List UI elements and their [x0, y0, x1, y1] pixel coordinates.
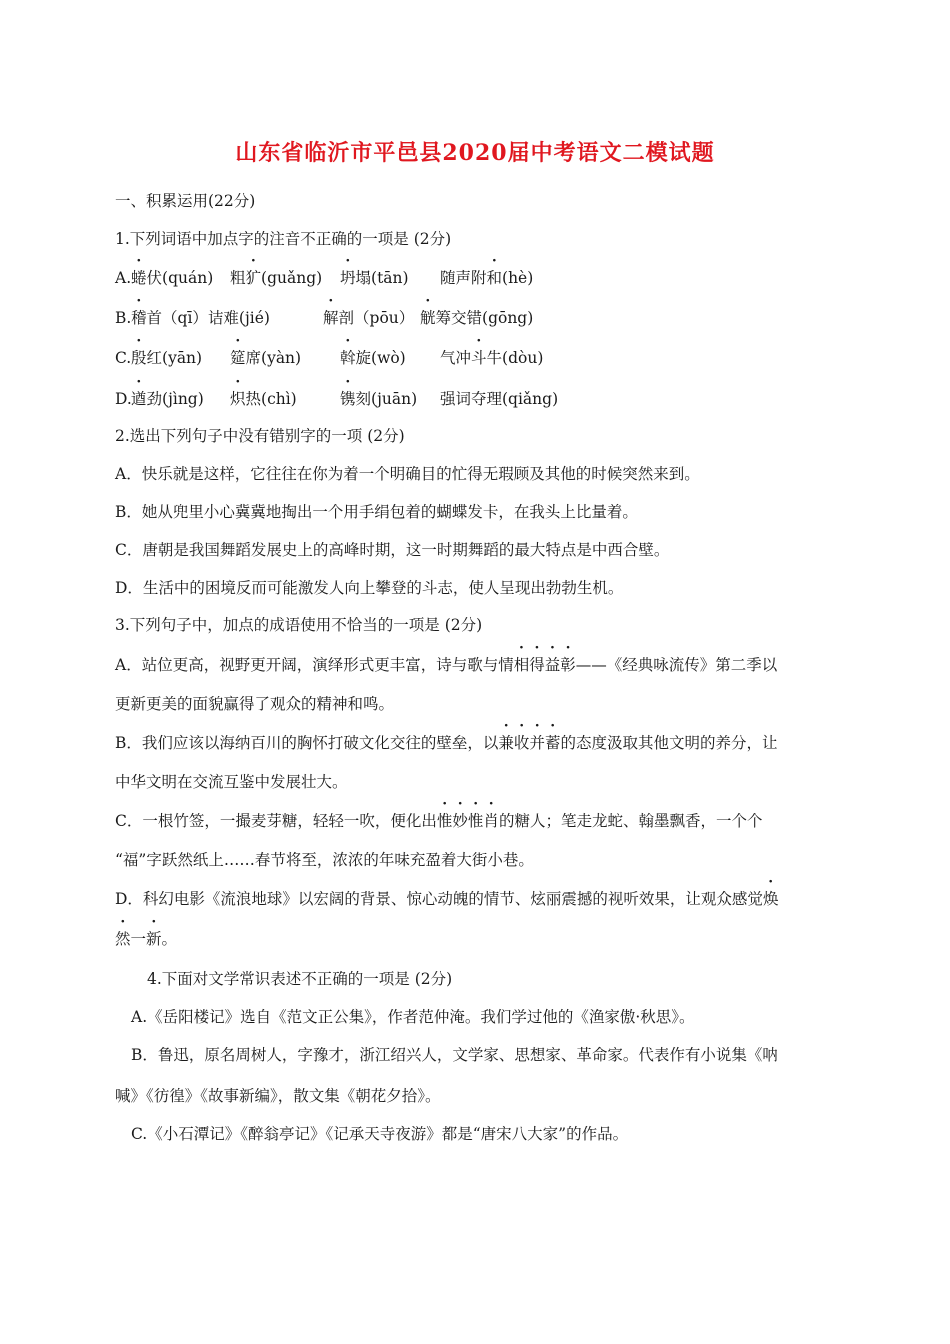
q4-option-b-line1: B．鲁迅，原名周树人，字豫才，浙江绍兴人，文学家、思想家、革命家。代表作有小说集《呐: [131, 1046, 778, 1064]
q4-option-a: A.《岳阳楼记》选自《范文正公集》，作者范仲淹。我们学过他的《渔家傲·秋思》。: [131, 1008, 695, 1026]
q3-option-d-line1: D．科幻电影《流浪地球》以宏阔的背景、惊心动魄的情节、炫丽震撼的视听效果，让观众感觉焕: [115, 890, 779, 908]
emphasis-dot-char: 彰: [560, 656, 576, 674]
q3-option-c-line1: C．一根竹签，一撮麦芽糖，轻轻一吹，便化出惟妙惟肖的糖人；笔走龙蛇、翰墨飘香，一个个: [115, 812, 763, 830]
q4-option-b-line2: 喊》《彷徨》《故事新编》，散文集《朝花夕拾》。: [115, 1087, 441, 1105]
question-1-stem: 1.下列词语中加点字的注音不正确的一项是 (2分): [115, 230, 452, 248]
emphasis-dot-char: 斗: [471, 349, 487, 367]
emphasis-dot-char: 殷: [131, 349, 147, 367]
document-title: 山东省临沂市平邑县2020届中考语文二模试题: [235, 140, 715, 166]
q4-option-c: C.《小石潭记》《醉翁亭记》《记承天寺夜游》都是“唐宋八大家”的作品。: [131, 1125, 629, 1143]
emphasis-dot-char: 解: [323, 309, 339, 327]
emphasis-dot-char: 然: [115, 930, 131, 948]
q2-option-c: C．唐朝是我国舞蹈发展史上的高峰时期，这一时期舞蹈的最大特点是中西合壁。: [115, 541, 670, 559]
emphasis-dot-char: 镌: [340, 390, 356, 408]
emphasis-dot-char: 和: [486, 269, 503, 287]
emphasis-dot-char: 得: [529, 656, 545, 674]
q1-option-c: C. 殷红(yān) 筵席(yàn) 斡旋(wò) 气冲斗牛(dòu): [115, 349, 544, 367]
question-3-stem: 3.下列句子中，加点的成语使用不恰当的一项是 (2分): [115, 616, 483, 634]
emphasis-dot-char: 蓄: [544, 734, 561, 752]
emphasis-dot-char: 焕: [762, 890, 779, 908]
emphasis-dot-char: 并: [529, 734, 545, 752]
emphasis-dot-char: 惟: [436, 812, 453, 830]
q1-option-a: A. 蜷伏(quán) 粗犷(guǎng) 坍塌(tān) 随声附和(hè): [115, 269, 534, 287]
q3-option-a-line2: 更新更美的面貌赢得了观众的精神和鸣。: [115, 695, 395, 713]
emphasis-dot-char: 妙: [452, 812, 468, 830]
emphasis-dot-char: 蜷: [131, 269, 147, 287]
question-4-stem: 4.下面对文学常识表述不正确的一项是 (2分): [147, 970, 453, 988]
emphasis-dot-char: 兼: [498, 734, 514, 752]
emphasis-dot-char: 稽: [131, 309, 147, 327]
section-heading: 一、积累运用(22分): [115, 192, 256, 210]
q2-option-d: D．生活中的困境反而可能激发人向上攀登的斗志，使人呈现出勃勃生机。: [115, 579, 624, 597]
q3-option-a-line1: A．站位更高，视野更开阔，演绎形式更丰富，诗与歌与情相得益彰——《经典咏流传》第二季以: [115, 656, 778, 674]
q1-option-b: B. 稽首（qī）诘难(jié) 解剖（pōu） 觥筹交错(gōng): [115, 309, 534, 327]
emphasis-dot-char: 相: [513, 656, 530, 674]
emphasis-dot-char: 益: [544, 656, 561, 674]
emphasis-dot-char: 遒: [131, 390, 147, 408]
q2-option-b: B．她从兜里小心冀冀地掏出一个用手绢包着的蝴蝶发卡，在我头上比量着。: [115, 503, 638, 521]
emphasis-dot-char: 犷: [245, 269, 262, 287]
emphasis-dot-char: 觥: [420, 309, 436, 327]
emphasis-dot-char: 收: [513, 734, 530, 752]
q2-option-a: A．快乐就是这样，它往往在你为着一个明确目的忙得无瑕顾及其他的时候突然来到。: [115, 465, 700, 483]
emphasis-dot-char: 惟: [467, 812, 484, 830]
q3-option-b-line1: B．我们应该以海纳百川的胸怀打破文化交往的壁垒，以兼收并蓄的态度汲取其他文明的养分，让: [115, 734, 778, 752]
emphasis-dot-char: 筵: [230, 349, 246, 367]
emphasis-dot-char: 炽: [230, 390, 246, 408]
q3-option-b-line2: 中华文明在交流互鉴中发展壮大。: [115, 773, 348, 791]
q1-option-d: D. 遒劲(jìng) 炽热(chì) 镌刻(juān) 强词夺理(qiǎng): [115, 390, 559, 408]
emphasis-dot-char: 新: [146, 930, 162, 948]
q3-option-d-line2: 然一新。: [115, 930, 178, 948]
q3-option-c-line2: “福”字跃然纸上……春节将至，浓浓的年味充盈着大街小巷。: [115, 851, 534, 869]
emphasis-dot-char: 斡: [340, 349, 356, 367]
emphasis-dot-char: 肖: [483, 812, 499, 830]
emphasis-dot-char: 坍: [340, 269, 356, 287]
question-2-stem: 2.选出下列句子中没有错别字的一项 (2分): [115, 427, 405, 445]
